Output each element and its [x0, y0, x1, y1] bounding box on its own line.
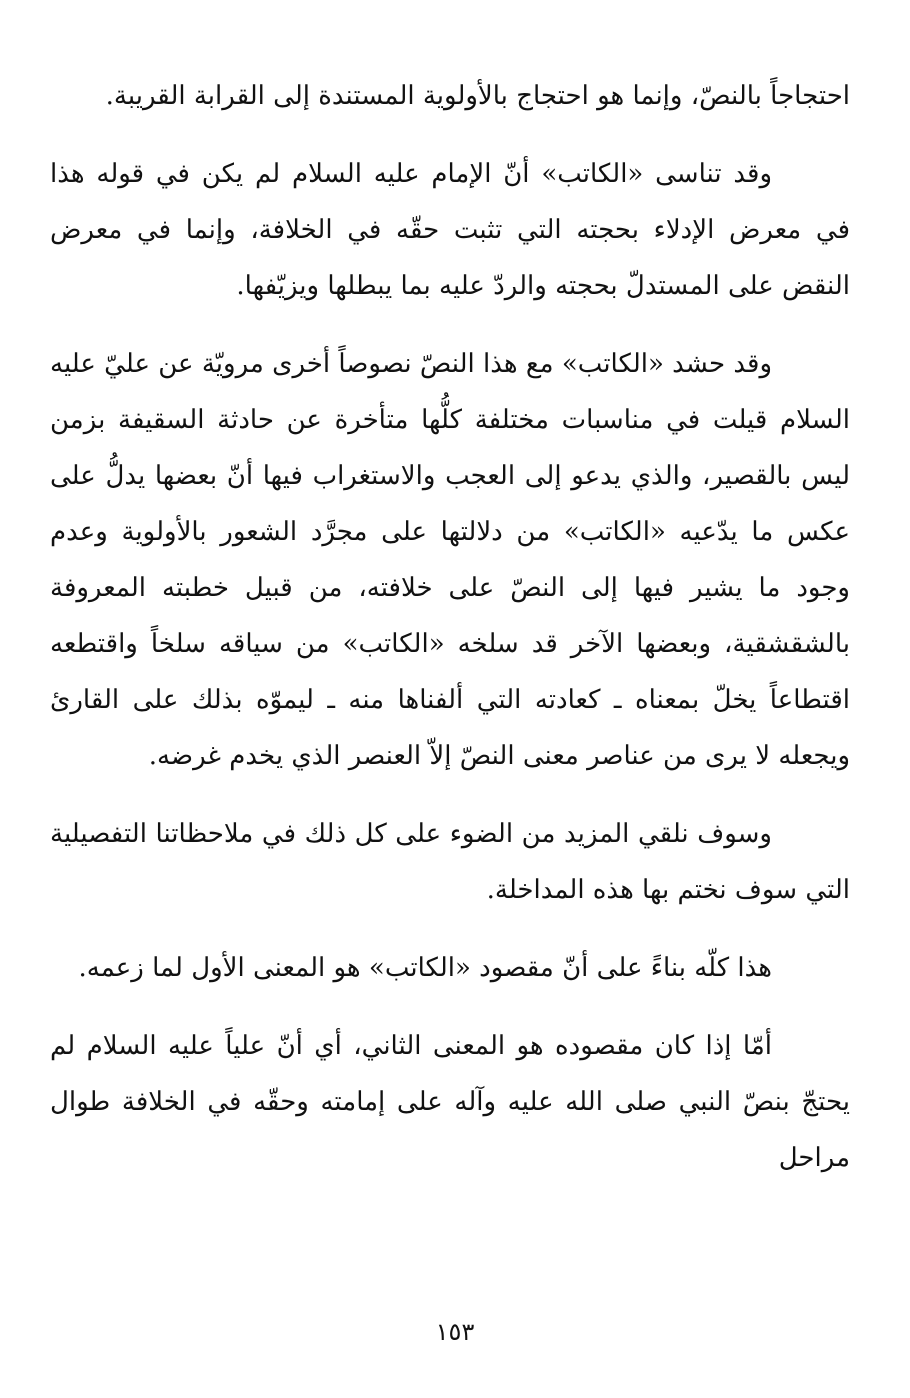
paragraph-1: احتجاجاً بالنصّ، وإنما هو احتجاج بالأولوية المستندة إلى القرابة القريبة.	[105, 81, 850, 111]
paragraph-4: وسوف نلقي المزيد من الضوء على كل ذلك في ملاحظاتنا التفصيلية التي سوف نختم بها هذه المداخلة.	[50, 819, 850, 905]
paragraph-6: أمّا إذا كان مقصوده هو المعنى الثاني، أي أنّ علياً عليه السلام لم يحتجّ بنصّ النبي صلى الله عليه وآله على إمامته وحقّه في الخلافة طوال مراحل	[50, 1031, 850, 1173]
paragraph-5: هذا كلّه بناءً على أنّ مقصود «الكاتب» هو المعنى الأول لما زعمه.	[78, 953, 772, 983]
page-number: ١٥٣	[435, 1318, 475, 1346]
paragraph-3: وقد حشد «الكاتب» مع هذا النصّ نصوصاً أخرى مرويّة عن عليّ عليه السلام قيلت في مناسبات مختلفة كلُّها متأخرة عن حادثة السقيفة بزمن ليس بالقصير، والذي يدعو إلى العجب والاستغراب فيها أنّ بعضها يدلُّ على عكس ما يدّعيه «الكاتب» من دلالتها على مجرَّد الشعور بالأولوية وعدم وجود ما يشير فيها إلى النصّ على خلافته، من قبيل خطبته المعروفة بالشقشقية، وبعضها الآخر قد سلخه «الكاتب» من سياقه سلخاً واقتطعه اقتطاعاً يخلّ بمعناه ـ كعادته التي ألفناها منه ـ ليموّه بذلك على القارئ ويجعله لا يرى من عناصر معنى النصّ إلاّ العنصر الذي يخدم غرضه.	[50, 349, 850, 771]
paragraph-2: وقد تناسى «الكاتب» أنّ الإمام عليه السلام لم يكن في قوله هذا في معرض الإدلاء بحجته التي تثبت حقّه في الخلافة، وإنما في معرض النقض على المستدلّ بحجته والردّ عليه بما يبطلها ويزيّفها.	[50, 159, 850, 301]
page-body	[50, 68, 850, 1208]
